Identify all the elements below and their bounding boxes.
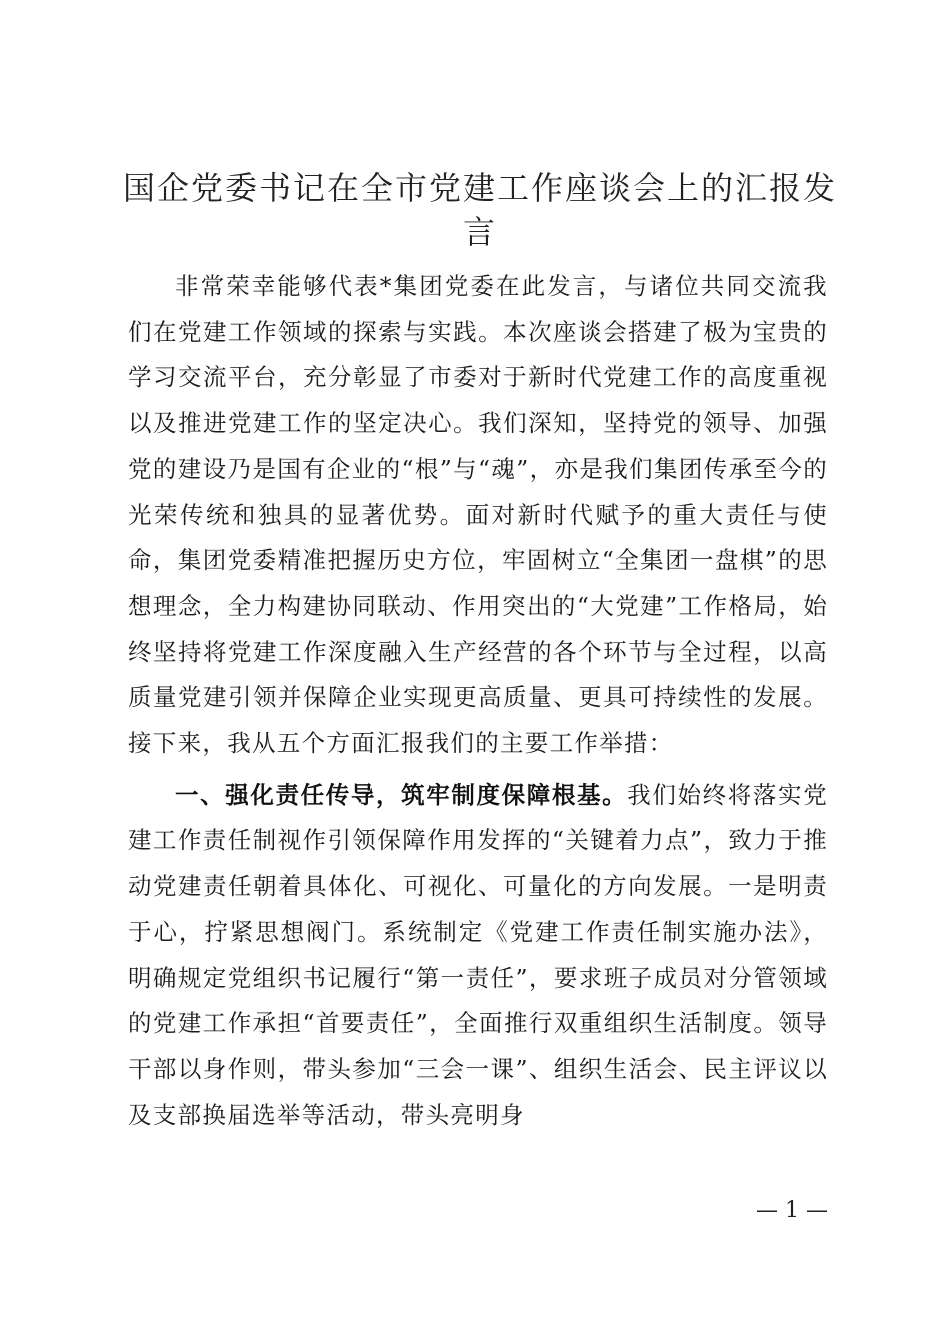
section-1-heading: 一、强化责任传导，筑牢制度保障根基。 (175, 780, 628, 809)
intro-paragraph: 非常荣幸能够代表*集团党委在此发言，与诸位共同交流我们在党建工作领域的探索与实践。本次座谈会搭建了极为宝贵的学习交流平台，充分彰显了市委对于新时代党建工作的高度重视以及推进党建工作的坚定决心。我们深知，坚持党的领导、加强党的建设乃是国有企业的“根”与“魂”，亦是我们集团传承至今的光荣传统和独具的显著优势。面对新时代赋予的重大责任与使命，集团党委精准把握历史方位，牢固树立“全集团一盘棋”的思想理念，全力构建协同联动、作用突出的“大党建”工作格局，始终坚持将党建工作深度融入生产经营的各个环节与全过程，以高质量党建引领并保障企业实现更高质量、更具可持续性的发展。接下来，我从五个方面汇报我们的主要工作举措： (128, 272, 828, 758)
document-body (128, 264, 828, 1138)
section-1-paragraph (128, 773, 828, 1139)
document-title: 国企党委书记在全市党建工作座谈会上的汇报发言 (122, 169, 837, 251)
section-1-text: 我们始终将落实党建工作责任制视作引领保障作用发挥的“关键着力点”，致力于推动党建责任朝着具体化、可视化、可量化的方向发展。一是明责于心，拧紧思想阀门。系统制定《党建工作责任制实施办法》，明确规定党组织书记履行“第一责任”，要求班子成员对分管领域的党建工作承担“首要责任”，全面推行双重组织生活制度。领导干部以身作则，带头参加“三会一课”、组织生活会、民主评议以及支部换届选举等活动，带头亮明身 (128, 780, 828, 1129)
page-number: — 1 — (756, 1198, 828, 1223)
